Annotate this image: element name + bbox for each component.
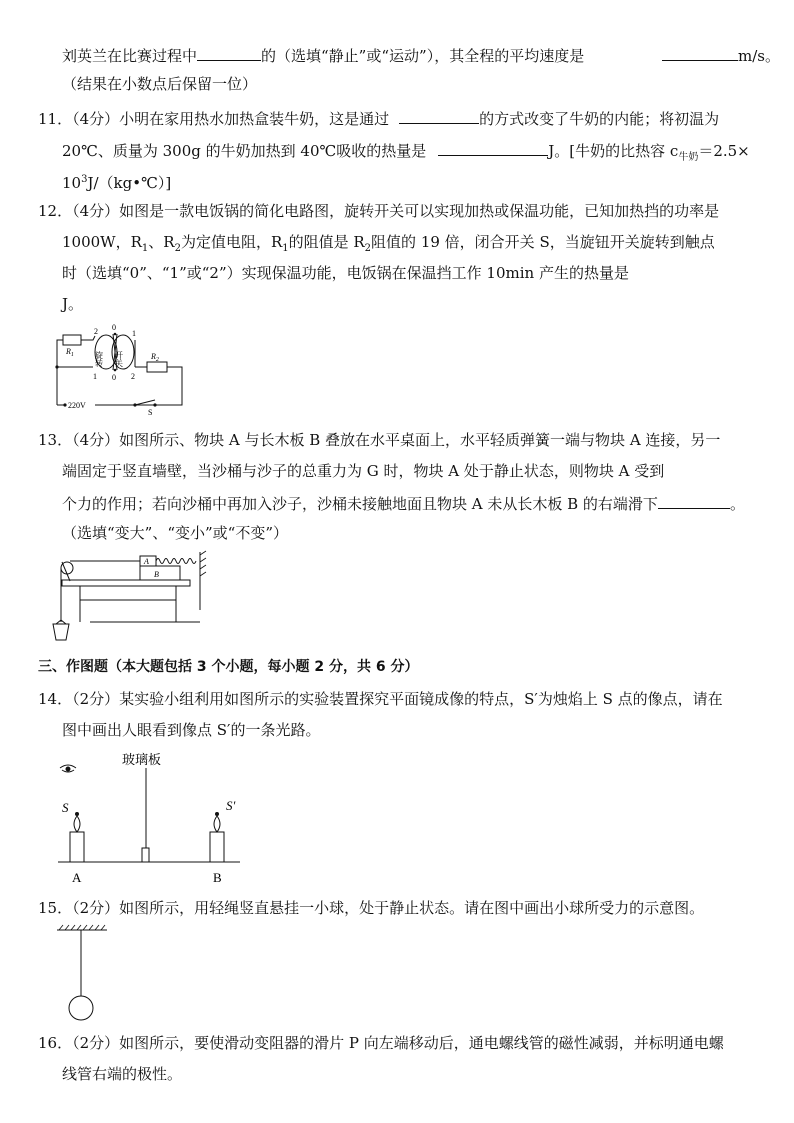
switch-s-label: S (148, 408, 153, 417)
q11-text: 10 (62, 174, 82, 192)
resistor-r2 (147, 362, 167, 372)
flame-b (214, 816, 220, 832)
s-prime-label: S′ (226, 798, 236, 813)
q10-line-2: （结果在小数点后保留一位） (62, 75, 258, 93)
q11-text: 11．（4分）小明在家用热水加热盒装牛奶，这是通过 (38, 110, 390, 128)
ball (69, 996, 93, 1020)
q11-text: J。[牛奶的比热容 c (548, 142, 679, 160)
q11-sub: 牛奶 (678, 152, 699, 163)
q13-line-3 (62, 492, 745, 514)
q13-text: 个力的作用；若向沙桶中再加入沙子，沙桶未接触地面且物块 A 未从长木板 B 的右端滑下 (62, 495, 658, 513)
board-b (140, 566, 180, 580)
q12-line-3: 时（选填“0”、“1”或“2”）实现保温功能，电饭锅在保温挡工作 10min 产生的热量是 (62, 264, 629, 282)
q15-line-1: 15．（2分）如图所示，用轻绳竖直悬挂一小球，处于静止状态。请在图中画出小球所受力的示意图。 (38, 899, 705, 917)
q10-text: 刘英兰在比赛过程中 (62, 47, 198, 65)
plane-mirror-experiment-diagram (50, 748, 250, 888)
resistor-r1 (63, 335, 81, 345)
q11-text: ＝2.5× (698, 142, 750, 160)
terminal-2-top: 2 (94, 327, 98, 336)
terminal-2-bottom: 2 (131, 372, 135, 381)
glass-plate-label: 玻璃板 (122, 752, 162, 767)
q10-line-1 (62, 44, 584, 66)
q16-line-1: 16．（2分）如图所示，要使滑动变阻器的滑片 P 向左端移动后，通电螺线管的磁性减弱，并标明通电螺 (38, 1034, 724, 1052)
table-top (62, 580, 190, 586)
q12-sub: 2 (364, 243, 372, 254)
s-label: S (62, 800, 69, 815)
block-a-label: A (144, 557, 149, 566)
knob-label-right: 开关 (114, 351, 124, 367)
sand-bucket (53, 624, 69, 640)
supply-voltage-label: 220V (68, 401, 86, 410)
q13-line-4: （选填“变大”、“变小”或“不变”） (62, 524, 289, 542)
candle-a (70, 832, 84, 862)
q12-sub: 1 (141, 243, 149, 254)
q13-text: 。 (729, 495, 745, 513)
candle-b-label: B (213, 870, 222, 885)
q14-line-1: 14．（2分）某实验小组利用如图所示的实验装置探究平面镜成像的特点，S′为烛焰上 S 点的像点，请在 (38, 690, 723, 708)
q11-line-2 (62, 139, 750, 168)
q11-text: 20℃、质量为 300g 的牛奶加热到 40℃吸收的热量是 (62, 142, 427, 160)
point-s-prime (215, 812, 219, 816)
q12-line-4: J。 (62, 295, 84, 313)
q11-text: 的方式改变了牛奶的内能；将初温为 (479, 110, 720, 128)
q13-line-1: 13．（4分）如图所示、物块 A 与长木板 B 叠放在水平桌面上，水平轻质弹簧一端与物块 A 连接，另一 (38, 431, 721, 449)
hanging-ball-diagram (55, 924, 115, 1024)
q12-text: 1000W，R (62, 233, 142, 251)
point-s (75, 812, 79, 816)
q11-line-1 (38, 107, 719, 129)
terminal-1-bottom: 1 (93, 372, 97, 381)
q12-text: 的阻值是 R (288, 233, 365, 251)
q11-text: J/（kg•℃）] (87, 174, 172, 192)
candle-b (210, 832, 224, 862)
q14-line-2: 图中画出人眼看到像点 S′的一条光路。 (62, 721, 321, 739)
q11-line-3 (62, 170, 171, 193)
r2-label: $R_2$ (151, 352, 159, 363)
q16-line-2: 线管右端的极性。 (62, 1065, 183, 1083)
rice-cooker-circuit-diagram (55, 322, 190, 417)
q12-line-2 (62, 232, 715, 259)
glass-plate-base (142, 848, 149, 862)
q12-sub: 2 (174, 243, 181, 254)
answer-blank[interactable] (399, 107, 479, 124)
friction-apparatus-diagram (40, 550, 210, 650)
q12-line-1: 12．（4分）如图是一款电饭锅的简化电路图，旋转开关可以实现加热或保温功能，已知加热挡的功率是 (38, 202, 720, 220)
q10-line-1-end (662, 44, 780, 66)
flame-a (74, 816, 80, 832)
candle-a-label: A (72, 870, 82, 885)
answer-blank[interactable] (197, 44, 261, 61)
terminal-1-top: 1 (132, 329, 136, 338)
terminal-0-top: 0 (112, 323, 116, 332)
terminal-0-bottom: 0 (112, 373, 116, 382)
answer-blank[interactable] (662, 44, 738, 61)
r1-label: $R_1$ (66, 347, 74, 358)
q12-text: 、R (148, 233, 175, 251)
board-b-label: B (154, 570, 159, 579)
q12-text: 阻值的 19 倍，闭合开关 S，当旋钮开关旋转到触点 (371, 233, 715, 251)
knob-label-left: 旋转 (94, 351, 104, 367)
q10-text: 的（选填“静止”或“运动”），其全程的平均速度是 (261, 47, 585, 65)
q10-unit: m/s。 (738, 47, 780, 65)
q13-line-2: 端固定于竖直墙壁，当沙桶与沙子的总重力为 G 时，物块 A 处于静止状态，则物块 A 受到 (62, 462, 665, 480)
answer-blank[interactable] (658, 492, 730, 509)
q11-sup: 3 (81, 174, 88, 185)
q12-text: 为定值电阻，R (180, 233, 283, 251)
answer-blank[interactable] (438, 139, 548, 156)
section-3-heading: 三、作图题（本大题包括 3 个小题，每小题 2 分，共 6 分） (38, 659, 419, 675)
spring (156, 559, 196, 564)
q12-sub: 1 (282, 243, 289, 254)
